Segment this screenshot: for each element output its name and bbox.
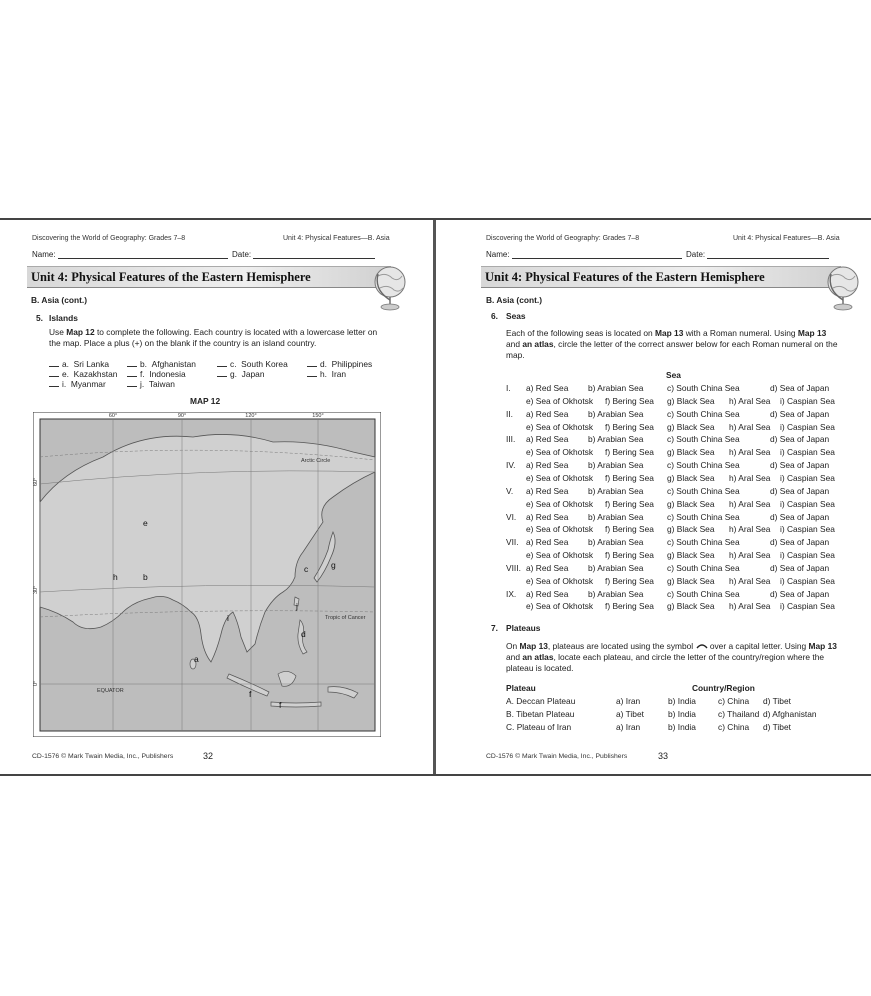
- sea-option[interactable]: i) Caspian Sea: [780, 601, 835, 612]
- sea-option[interactable]: h) Aral Sea: [729, 447, 771, 458]
- page-number: 33: [658, 751, 669, 761]
- map-letter-h: h: [113, 572, 118, 582]
- seas-instructions: Each of the following seas is located on Map 13 with a Roman numeral. Using Map 13 and an atlas, circle the letter of the correct answer below for each Roman numeral on the map.: [506, 328, 838, 360]
- sea-option[interactable]: i) Caspian Sea: [780, 472, 835, 483]
- country-option[interactable]: d) Afghanistan: [763, 708, 817, 719]
- name-line: [512, 250, 682, 259]
- section-heading: B. Asia (cont.): [31, 295, 87, 305]
- page-33: [436, 220, 871, 774]
- sea-option[interactable]: i) Caspian Sea: [780, 575, 835, 586]
- sea-option[interactable]: e) Sea of Okhotsk: [526, 550, 594, 560]
- sea-numeral: III.: [506, 434, 516, 445]
- answer-blank[interactable]: [127, 369, 137, 377]
- map-letter-j: j: [296, 601, 298, 611]
- sea-option[interactable]: b) Arabian Sea: [588, 537, 644, 548]
- list-item: a. Sri Lanka: [49, 359, 109, 369]
- sea-option[interactable]: h) Aral Sea: [729, 472, 771, 483]
- sea-option[interactable]: d) Sea of Japan: [770, 383, 830, 393]
- sea-option[interactable]: d) Sea of Japan: [770, 588, 830, 599]
- plateau-symbol-icon: [696, 643, 708, 649]
- sea-option[interactable]: i) Caspian Sea: [780, 395, 835, 406]
- plateau-column-header: Plateau: [506, 683, 536, 693]
- sea-option[interactable]: g) Black Sea: [667, 601, 715, 612]
- unit-title: Unit 4: Physical Features of the Eastern Hemisphere: [27, 266, 391, 288]
- sea-option[interactable]: f) Bering Sea: [605, 575, 654, 586]
- answer-blank[interactable]: [127, 359, 137, 367]
- latitude-label: 30°: [33, 585, 39, 594]
- footer-copyright: CD-1576 © Mark Twain Media, Inc., Publishers: [32, 753, 174, 760]
- sea-option[interactable]: b) Arabian Sea: [588, 408, 644, 419]
- sea-option[interactable]: g) Black Sea: [667, 550, 715, 560]
- name-label: Name:: [486, 250, 510, 259]
- tropic-of-cancer-label: Tropic of Cancer: [325, 615, 366, 621]
- country-option[interactable]: c) Thailand: [718, 708, 760, 719]
- page-number: 32: [203, 751, 214, 761]
- sea-option[interactable]: f) Bering Sea: [605, 395, 654, 406]
- map-letter-i: i: [227, 613, 229, 623]
- sea-option[interactable]: b) Arabian Sea: [588, 434, 644, 445]
- name-date-row: [32, 250, 375, 259]
- sea-option[interactable]: i) Caspian Sea: [780, 421, 835, 432]
- question-number: 5.: [36, 313, 43, 323]
- map-title: MAP 12: [190, 396, 221, 406]
- header-book-title: Discovering the World of Geography: Grades 7–8: [486, 235, 640, 242]
- map-letter-f: f: [279, 700, 282, 710]
- list-item: f. Indonesia: [127, 369, 186, 379]
- sea-option[interactable]: e) Sea of Okhotsk: [526, 524, 594, 535]
- country-option[interactable]: b) India: [668, 708, 696, 719]
- sea-option[interactable]: g) Black Sea: [667, 421, 715, 432]
- sea-numeral: II.: [506, 408, 513, 419]
- sea-option[interactable]: b) Arabian Sea: [588, 460, 644, 471]
- sea-numeral: VI.: [506, 511, 517, 522]
- sea-option[interactable]: g) Black Sea: [667, 498, 715, 509]
- sea-option[interactable]: b) Arabian Sea: [588, 588, 644, 599]
- sea-option[interactable]: d) Sea of Japan: [770, 511, 830, 522]
- sea-option[interactable]: h) Aral Sea: [729, 421, 771, 432]
- sea-option[interactable]: h) Aral Sea: [729, 395, 771, 406]
- date-line: [253, 250, 375, 259]
- sea-option[interactable]: a) Red Sea: [526, 588, 569, 599]
- name-date-row: [486, 250, 829, 259]
- longitude-label: 60°: [108, 413, 118, 419]
- sea-numeral: VIII.: [506, 562, 521, 573]
- sea-option[interactable]: g) Black Sea: [667, 472, 715, 483]
- country-option[interactable]: a) Tibet: [616, 708, 644, 719]
- sea-option[interactable]: a) Red Sea: [526, 383, 569, 393]
- map-12: [33, 412, 381, 737]
- sea-numeral: IX.: [506, 588, 517, 599]
- answer-blank[interactable]: [307, 359, 317, 367]
- date-label: Date:: [232, 250, 252, 259]
- country-option[interactable]: d) Tibet: [763, 696, 791, 706]
- map-letter-g: g: [331, 560, 336, 570]
- name-label: Name:: [32, 250, 56, 259]
- sea-option[interactable]: c) South China Sea: [667, 562, 740, 573]
- sea-option[interactable]: c) South China Sea: [667, 383, 740, 393]
- map-letter-e: e: [143, 518, 148, 528]
- sea-option[interactable]: a) Red Sea: [526, 562, 569, 573]
- country-option[interactable]: a) Iran: [616, 696, 641, 706]
- sea-option[interactable]: h) Aral Sea: [729, 575, 771, 586]
- sea-option[interactable]: i) Caspian Sea: [780, 447, 835, 458]
- longitude-label: 90°: [177, 413, 187, 419]
- list-item: i. Myanmar: [49, 379, 106, 389]
- answer-blank[interactable]: [49, 379, 59, 387]
- longitude-label: 120°: [245, 413, 257, 419]
- sea-numeral: IV.: [506, 460, 516, 471]
- sea-option[interactable]: b) Arabian Sea: [588, 511, 644, 522]
- map-letter-c: c: [304, 564, 309, 574]
- list-item: b. Afghanistan: [127, 359, 196, 369]
- longitude-label: 150°: [312, 413, 324, 419]
- sea-option[interactable]: g) Black Sea: [667, 395, 715, 406]
- sea-option[interactable]: f) Bering Sea: [605, 524, 654, 535]
- name-line: [58, 250, 228, 259]
- country-option[interactable]: b) India: [668, 696, 696, 706]
- sea-option[interactable]: e) Sea of Okhotsk: [526, 421, 594, 432]
- sea-option[interactable]: a) Red Sea: [526, 434, 569, 445]
- map-letter-b: b: [143, 572, 148, 582]
- sea-option[interactable]: d) Sea of Japan: [770, 537, 830, 548]
- question-title: Plateaus: [506, 623, 541, 633]
- list-item: h. Iran: [307, 369, 346, 379]
- sea-option[interactable]: e) Sea of Okhotsk: [526, 395, 594, 406]
- answer-blank[interactable]: [49, 369, 59, 377]
- sea-option[interactable]: a) Red Sea: [526, 460, 569, 471]
- sea-option[interactable]: d) Sea of Japan: [770, 485, 830, 496]
- globe-icon: [825, 264, 861, 312]
- question-title: Islands: [49, 313, 78, 323]
- sea-option[interactable]: c) South China Sea: [667, 408, 740, 419]
- list-item: c. South Korea: [217, 359, 288, 369]
- list-item: j. Taiwan: [127, 379, 175, 389]
- sea-option[interactable]: f) Bering Sea: [605, 550, 654, 560]
- sea-option[interactable]: c) South China Sea: [667, 485, 740, 496]
- answer-blank[interactable]: [49, 359, 59, 367]
- unit-title: Unit 4: Physical Features of the Eastern Hemisphere: [481, 266, 841, 288]
- sea-option[interactable]: a) Red Sea: [526, 408, 569, 419]
- sea-option[interactable]: g) Black Sea: [667, 524, 715, 535]
- sea-option[interactable]: h) Aral Sea: [729, 524, 771, 535]
- sea-option[interactable]: b) Arabian Sea: [588, 383, 644, 393]
- sea-column-header: Sea: [666, 370, 681, 380]
- map-letter-a: a: [194, 654, 199, 664]
- date-line: [707, 250, 829, 259]
- sea-option[interactable]: b) Arabian Sea: [588, 562, 644, 573]
- date-label: Date:: [686, 250, 706, 259]
- sea-option[interactable]: f) Bering Sea: [605, 498, 654, 509]
- map-letter-f: f: [249, 689, 252, 699]
- sea-option[interactable]: e) Sea of Okhotsk: [526, 601, 594, 612]
- country-column-header: Country/Region: [692, 683, 755, 693]
- sea-option[interactable]: i) Caspian Sea: [780, 550, 835, 560]
- answer-blank[interactable]: [217, 359, 227, 367]
- book-spread: [0, 218, 871, 776]
- plateau-name: C. Plateau of Iran: [506, 721, 572, 732]
- latitude-label: 60°: [33, 477, 39, 486]
- sea-option[interactable]: g) Black Sea: [667, 447, 715, 458]
- sea-option[interactable]: c) South China Sea: [667, 537, 740, 548]
- sea-option[interactable]: h) Aral Sea: [729, 550, 771, 560]
- sea-option[interactable]: e) Sea of Okhotsk: [526, 472, 594, 483]
- sea-option[interactable]: i) Caspian Sea: [780, 524, 835, 535]
- sea-option[interactable]: d) Sea of Japan: [770, 434, 830, 445]
- question-number: 7.: [491, 623, 498, 633]
- answer-blank[interactable]: [217, 369, 227, 377]
- equator-label: EQUATOR: [97, 688, 124, 694]
- plateaus-instructions: On Map 13, plateaus are located using the symbol over a capital letter. Using Map 13 and an atlas, locate each plateau, and circle the letter of the country/region where the plateau is located.: [506, 641, 837, 673]
- list-item: e. Kazakhstan: [49, 369, 117, 379]
- answer-blank[interactable]: [307, 369, 317, 377]
- sea-option[interactable]: a) Red Sea: [526, 511, 569, 522]
- sea-option[interactable]: c) South China Sea: [667, 434, 740, 445]
- sea-option[interactable]: d) Sea of Japan: [770, 408, 830, 419]
- section-heading: B. Asia (cont.): [486, 295, 542, 305]
- list-item: g. Japan: [217, 369, 264, 379]
- header-unit: Unit 4: Physical Features—B. Asia: [283, 235, 390, 242]
- answer-blank[interactable]: [127, 379, 137, 387]
- sea-option[interactable]: d) Sea of Japan: [770, 562, 830, 573]
- sea-option[interactable]: d) Sea of Japan: [770, 460, 830, 471]
- sea-option[interactable]: b) Arabian Sea: [588, 485, 644, 496]
- question-title: Seas: [506, 311, 526, 321]
- sea-numeral: VII.: [506, 537, 519, 548]
- sea-option[interactable]: e) Sea of Okhotsk: [526, 498, 594, 509]
- page-32: [0, 220, 433, 774]
- sea-option[interactable]: h) Aral Sea: [729, 498, 771, 509]
- country-option[interactable]: b) India: [668, 721, 696, 732]
- country-option[interactable]: a) Iran: [616, 721, 641, 732]
- sea-option[interactable]: f) Bering Sea: [605, 447, 654, 458]
- sea-option[interactable]: f) Bering Sea: [605, 472, 654, 483]
- plateau-name: B. Tibetan Plateau: [506, 708, 575, 719]
- header-unit: Unit 4: Physical Features—B. Asia: [733, 235, 840, 242]
- globe-icon: [372, 264, 408, 312]
- country-option[interactable]: d) Tibet: [763, 721, 791, 732]
- country-option[interactable]: c) China: [718, 696, 750, 706]
- list-item: d. Philippines: [307, 359, 372, 369]
- sea-option[interactable]: c) South China Sea: [667, 511, 740, 522]
- header-book-title: Discovering the World of Geography: Grades 7–8: [32, 235, 186, 242]
- sea-option[interactable]: g) Black Sea: [667, 575, 715, 586]
- arctic-circle-label: Arctic Circle: [301, 458, 331, 464]
- sea-option[interactable]: f) Bering Sea: [605, 601, 654, 612]
- footer-copyright: CD-1576 © Mark Twain Media, Inc., Publishers: [486, 753, 628, 760]
- sea-option[interactable]: e) Sea of Okhotsk: [526, 447, 594, 458]
- latitude-label: 0°: [33, 680, 39, 686]
- sea-option[interactable]: a) Red Sea: [526, 485, 569, 496]
- country-option[interactable]: c) China: [718, 721, 750, 732]
- sea-numeral: V.: [506, 485, 514, 496]
- sea-numeral: I.: [506, 383, 511, 393]
- map-letter-d: d: [301, 629, 306, 639]
- sea-option[interactable]: i) Caspian Sea: [780, 498, 835, 509]
- sea-option[interactable]: h) Aral Sea: [729, 601, 771, 612]
- islands-instructions: Use Map 12 to complete the following. Each country is located with a lowercase letter on the map. Place a plus (+) on the blank if the country is an island country.: [49, 327, 378, 348]
- sea-option[interactable]: c) South China Sea: [667, 588, 740, 599]
- sea-option[interactable]: c) South China Sea: [667, 460, 740, 471]
- question-number: 6.: [491, 311, 498, 321]
- sea-option[interactable]: e) Sea of Okhotsk: [526, 575, 594, 586]
- sea-option[interactable]: f) Bering Sea: [605, 421, 654, 432]
- plateau-name: A. Deccan Plateau: [506, 696, 576, 706]
- sea-option[interactable]: a) Red Sea: [526, 537, 569, 548]
